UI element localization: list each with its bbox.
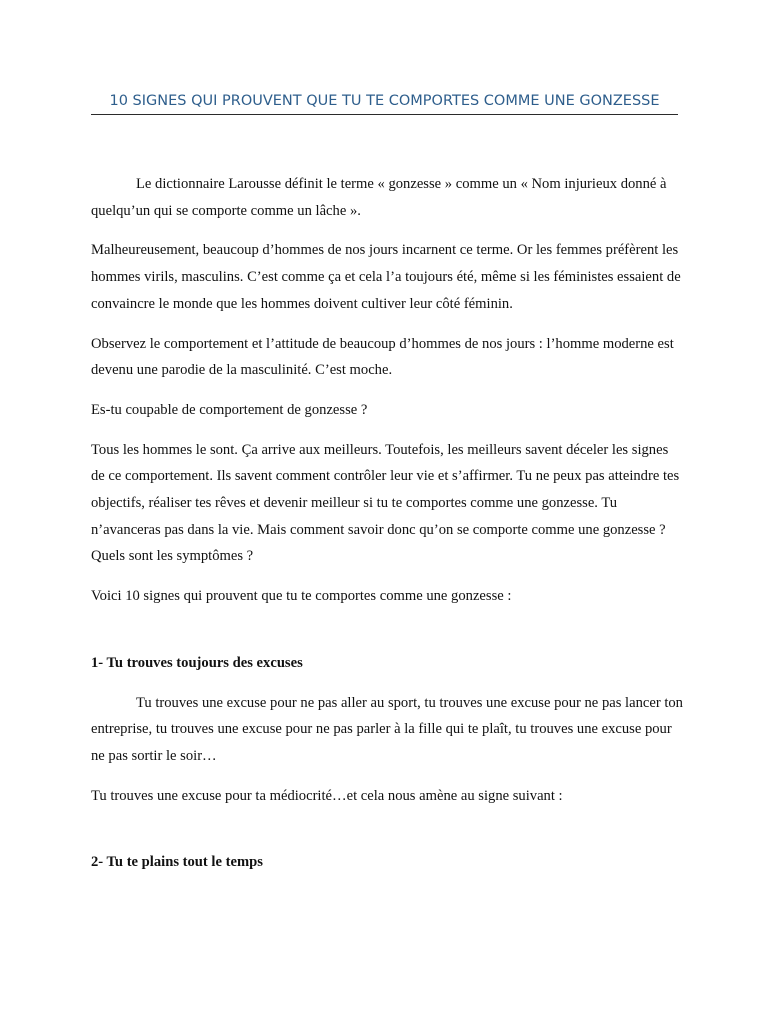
section-heading: 2- Tu te plains tout le temps	[91, 854, 263, 871]
body-paragraph: Le dictionnaire Larousse définit le terme « gonzesse » comme un « Nom injurieux donné à quelqu’un qui se comporte comme un lâche ».	[91, 176, 667, 219]
document-title: 10 SIGNES QUI PROUVENT QUE TU TE COMPORTES COMME UNE GONZESSE	[91, 91, 678, 115]
body-paragraph: Malheureusement, beaucoup d’hommes de nos jours incarnent ce terme. Or les femmes préfèrent les hommes virils, masculins. C’est comme ça et cela l’a toujours été, même si les féministes essaient de convaincre le monde que les hommes doivent cultiver leur côté féminin.	[91, 242, 681, 312]
body-paragraph: Es-tu coupable de comportement de gonzesse ?	[91, 401, 368, 418]
body-paragraph: Voici 10 signes qui prouvent que tu te comportes comme une gonzesse :	[91, 588, 512, 605]
body-paragraph: Observez le comportement et l’attitude de beaucoup d’hommes de nos jours : l’homme moderne est devenu une parodie de la masculinité. C’est moche.	[91, 335, 674, 379]
body-paragraph: Tous les hommes le sont. Ça arrive aux meilleurs. Toutefois, les meilleurs savent déceler les signes de ce comportement. Ils savent comment contrôler leur vie et s’affirmer. Tu ne peux pas atteindre tes objectifs, réaliser tes rêves et devenir meilleur si tu te comportes comme une gonzesse. Tu n’avanceras pas dans la vie. Mais comment savoir donc qu’on se comporte comme une gonzesse ? Quels sont les symptômes ?	[91, 441, 680, 565]
section-paragraph: Tu trouves une excuse pour ta médiocrité…et cela nous amène au signe suivant :	[91, 787, 563, 804]
section-heading: 1- Tu trouves toujours des excuses	[91, 654, 303, 671]
section-paragraph: Tu trouves une excuse pour ne pas aller au sport, tu trouves une excuse pour ne pas lancer ton entreprise, tu trouves une excuse pour ne pas parler à la fille qui te plaît, tu trouves une excuse pour ne pas sortir le soir…	[91, 694, 683, 764]
document-body	[91, 171, 683, 889]
